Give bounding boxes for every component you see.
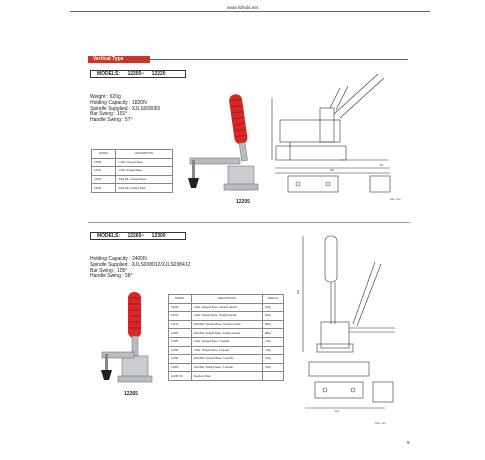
cell-weight (262, 372, 283, 381)
cell-description: U-Bar, Flanged Base, T-Handle (191, 337, 262, 346)
spec-handle-swing: Handle Swing : 57° (90, 117, 133, 124)
specs-1 (90, 95, 160, 124)
cell-weight: 700g (262, 363, 283, 372)
svg-text:45: 45 (380, 164, 383, 167)
models-label-2: MODELS: (97, 233, 121, 239)
spec-handle-swing-2: Handle Swing : 58° (90, 273, 133, 280)
table-header-row (169, 295, 284, 304)
spec-bar-swing: Bar Swing : 101° (90, 111, 128, 118)
site-url: www.lizhida.net (226, 5, 258, 10)
cell-description: Solid Bar, Flanged Base, T-Handle (191, 355, 262, 364)
models-from-1: 12205~ (127, 71, 145, 77)
cell-weight: 700g (262, 355, 283, 364)
table-row (169, 303, 284, 312)
section-title: Vertical Type (88, 56, 150, 63)
cell-description: Solid Bar, Straight Base (116, 184, 173, 193)
models-to-1: 12220 (151, 71, 166, 77)
cell-description: Stainless Steel (191, 372, 262, 381)
page-number: 9 (407, 440, 410, 445)
svg-text:Unit : mm: Unit : mm (390, 198, 401, 201)
cell-weight: 880g (262, 320, 283, 329)
product-code-2: 12265 (124, 391, 138, 397)
cell-model: 12275 (169, 320, 192, 329)
col-model: MODEL (169, 295, 192, 304)
col-description: DESCRIPTION (116, 150, 173, 159)
table-header-row (92, 150, 173, 159)
spindle-tip (101, 370, 112, 380)
models-box-1 (90, 70, 186, 78)
table-row (92, 184, 173, 193)
red-grip (128, 292, 141, 338)
cell-model: 12265 (169, 303, 192, 312)
table-row (169, 312, 284, 321)
cell-description: U-Bar, Flanged Base (116, 158, 173, 167)
cell-description: U-Bar, Straight Base (116, 167, 173, 176)
cell-weight: 620g (262, 303, 283, 312)
table-row (169, 363, 284, 372)
cell-model: 12220 (92, 184, 116, 193)
spec-spindle: Spindle Supplied : XJLS008065 (90, 105, 161, 112)
table-row (92, 167, 173, 176)
clamp-photo-2 (100, 290, 170, 398)
cell-weight: 715g (262, 337, 283, 346)
cell-weight: 880g (262, 329, 283, 338)
cell-description: U-Bar, Straight Base, T-Handle (191, 346, 262, 355)
specs-2 (90, 257, 190, 280)
cell-description: Solid Bar, Flanged Base, Straight Handle (191, 320, 262, 329)
table-row (92, 158, 173, 167)
cell-model: 12210 (92, 167, 116, 176)
spindle-tip (188, 178, 199, 188)
spec-spindle-2: Spindle Supplied : XJLS038012/XJLS038412 (90, 261, 191, 268)
model-table-2 (168, 294, 284, 381)
section-header (88, 56, 408, 63)
cell-description: Solid Bar, Straight Base, T-Handle (191, 363, 262, 372)
table-row (169, 372, 284, 381)
section-rule (150, 59, 408, 60)
svg-text:Unit : mm: Unit : mm (375, 422, 386, 425)
cell-description: Solid Bar, Flanged Base (116, 175, 173, 184)
svg-text:112: 112 (335, 410, 339, 413)
clamp-photo-1 (180, 88, 260, 198)
table-row (169, 329, 284, 338)
cell-model: 12295 (169, 355, 192, 364)
cell-description: Solid Bar, Straight Base, Straight Handle (191, 329, 262, 338)
cell-model: 12285 (169, 337, 192, 346)
spec-holding-capacity: Holding Capacity : 1820N (90, 99, 147, 106)
cell-model: 12205 (92, 158, 116, 167)
spec-weight: Weight : 620g (90, 94, 121, 100)
col-description: DESCRIPTION (191, 295, 262, 304)
block-divider (88, 222, 410, 223)
models-box-2 (90, 232, 186, 240)
model-table-1 (91, 149, 173, 193)
table-row (169, 337, 284, 346)
cell-model: 12300 (169, 363, 192, 372)
cell-model: 12265-SS (169, 372, 192, 381)
cell-model: 12270 (169, 312, 192, 321)
cell-model: 12215 (92, 175, 116, 184)
col-weight: WEIGHT (262, 295, 283, 304)
models-from-2: 12265~ (127, 233, 145, 239)
col-model: MODEL (92, 150, 116, 159)
technical-drawing-2 (295, 232, 415, 432)
technical-drawing-1 (270, 68, 410, 208)
cell-weight: 715g (262, 346, 283, 355)
table-row (92, 175, 173, 184)
svg-text:258: 258 (297, 289, 300, 294)
table-row (169, 355, 284, 364)
models-to-2: 12300 (151, 233, 166, 239)
product-code-1: 12205 (236, 199, 250, 205)
cell-model: 12290 (169, 346, 192, 355)
table-row (169, 320, 284, 329)
svg-text:200: 200 (330, 169, 335, 172)
models-label-1: MODELS: (97, 71, 121, 77)
cell-description: U-Bar, Flanged Base, Straight Handle (191, 303, 262, 312)
table-row (169, 346, 284, 355)
header-rule (70, 11, 430, 12)
cell-weight: 620g (262, 312, 283, 321)
spec-bar-swing-2: Bar Swing : 105° (90, 267, 128, 274)
cell-description: U-Bar, Straight Base, Straight Handle (191, 312, 262, 321)
cell-model: 12280 (169, 329, 192, 338)
spec-holding-capacity-2: Holding Capacity : 2400N (90, 256, 147, 262)
